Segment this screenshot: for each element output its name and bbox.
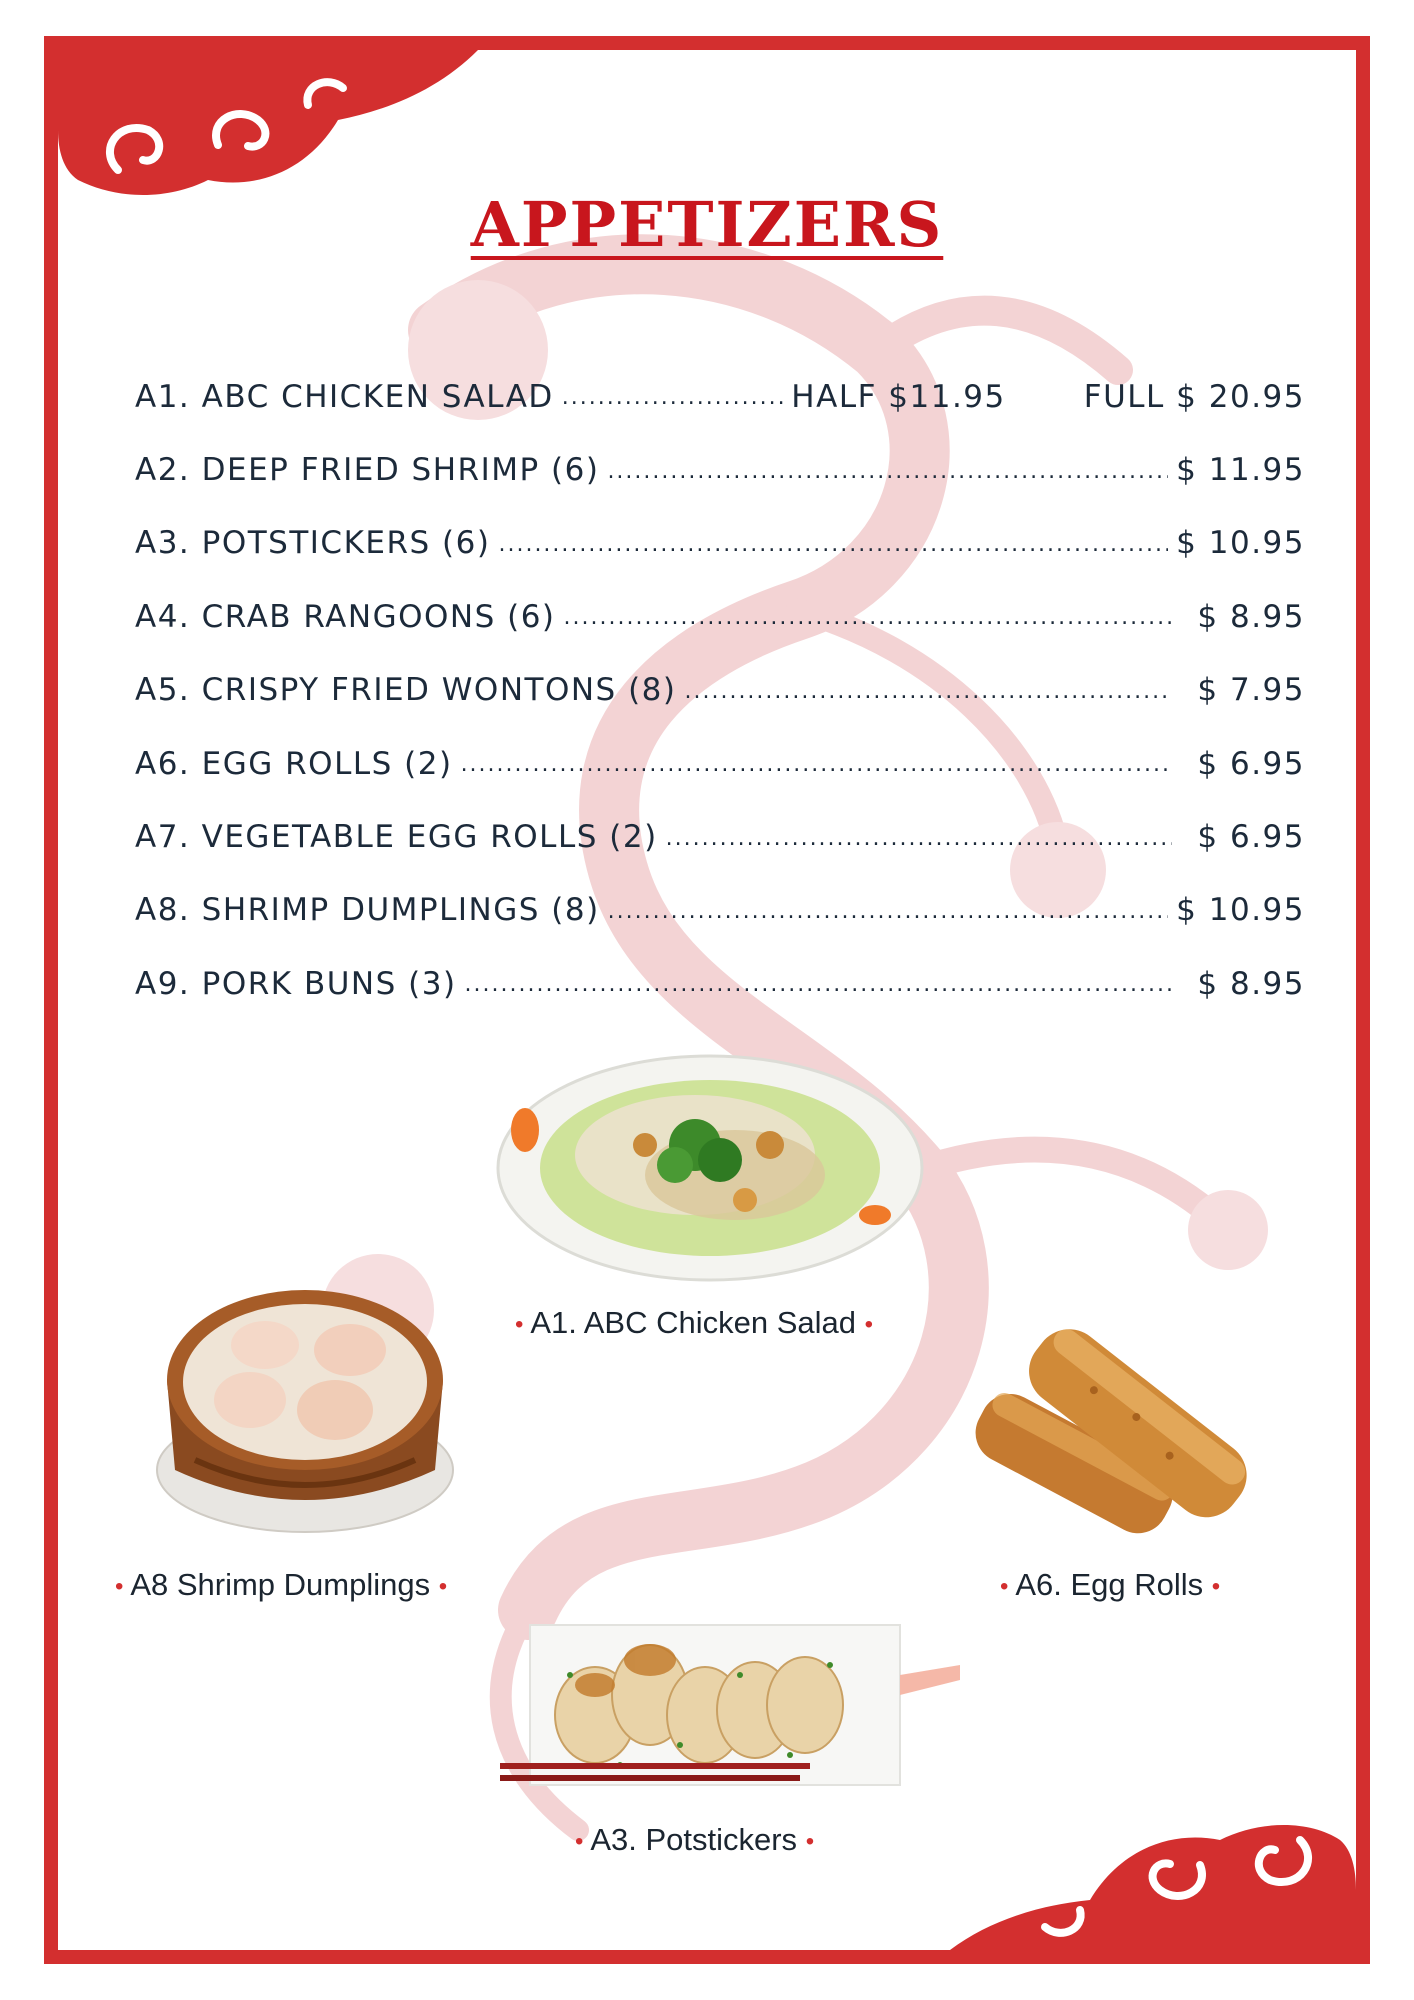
dot-leader bbox=[562, 381, 784, 412]
dot-leader bbox=[666, 822, 1172, 853]
egg-rolls-photo bbox=[965, 1325, 1265, 1555]
menu-item-name: A2. DEEP FRIED SHRIMP (6) bbox=[135, 452, 600, 489]
caption-bullet: • bbox=[575, 1827, 584, 1855]
dot-leader bbox=[564, 601, 1172, 632]
menu-item-price: $ 10.95 bbox=[1176, 525, 1305, 562]
menu-item-half-price: HALF $11.95 bbox=[791, 378, 1006, 415]
potstickers-photo bbox=[500, 1615, 960, 1795]
caption-bullet: • bbox=[438, 1572, 448, 1600]
caption-bullet: • bbox=[864, 1310, 874, 1338]
menu-item-price: FULL $ 20.95 bbox=[1083, 378, 1305, 415]
menu-item-price: $ 8.95 bbox=[1197, 598, 1305, 635]
dot-leader bbox=[461, 748, 1172, 779]
dumplings-caption bbox=[115, 1567, 447, 1603]
menu-item bbox=[135, 874, 1305, 947]
caption-bullet: • bbox=[1000, 1572, 1009, 1600]
dot-leader bbox=[684, 675, 1172, 706]
cloud-ornament-bottom-right bbox=[950, 1800, 1356, 1950]
menu-item bbox=[135, 727, 1305, 800]
menu-item-price: $ 10.95 bbox=[1176, 892, 1305, 929]
caption-bullet: • bbox=[515, 1310, 524, 1338]
dot-leader bbox=[498, 528, 1168, 559]
menu-item-price: $ 7.95 bbox=[1197, 672, 1305, 709]
menu-item-price: $ 8.95 bbox=[1197, 965, 1305, 1002]
caption-text: A1. ABC Chicken Salad bbox=[530, 1305, 856, 1340]
menu-item-name: A5. CRISPY FRIED WONTONS (8) bbox=[135, 672, 677, 709]
caption-bullet: • bbox=[115, 1572, 124, 1600]
caption-text: A6. Egg Rolls bbox=[1015, 1567, 1204, 1602]
cloud-ornament-top-left bbox=[58, 50, 478, 210]
caption-bullet: • bbox=[805, 1827, 815, 1855]
menu-item-name: A9. PORK BUNS (3) bbox=[135, 965, 457, 1002]
menu-item-name: A4. CRAB RANGOONS (6) bbox=[135, 598, 556, 635]
menu-list bbox=[135, 360, 1305, 1021]
menu-item bbox=[135, 507, 1305, 580]
dot-leader bbox=[465, 968, 1172, 999]
menu-item-price: $ 6.95 bbox=[1197, 819, 1305, 856]
menu-item-name: A1. ABC CHICKEN SALAD bbox=[135, 378, 554, 415]
menu-item-name: A3. POTSTICKERS (6) bbox=[135, 525, 491, 562]
egg-rolls-caption bbox=[1000, 1567, 1220, 1603]
menu-item bbox=[135, 654, 1305, 727]
menu-item bbox=[135, 947, 1305, 1020]
dot-leader bbox=[608, 895, 1169, 926]
menu-item bbox=[135, 800, 1305, 873]
caption-text: A8 Shrimp Dumplings bbox=[130, 1567, 431, 1602]
menu-item-price: $ 11.95 bbox=[1176, 452, 1305, 489]
caption-text: A3. Potstickers bbox=[590, 1822, 798, 1857]
caption-bullet: • bbox=[1211, 1572, 1221, 1600]
menu-item bbox=[135, 433, 1305, 506]
abc-chicken-salad-photo bbox=[495, 1050, 925, 1285]
menu-item-name: A8. SHRIMP DUMPLINGS (8) bbox=[135, 892, 600, 929]
shrimp-dumplings-photo bbox=[155, 1270, 455, 1535]
menu-item-name: A7. VEGETABLE EGG ROLLS (2) bbox=[135, 819, 658, 856]
dot-leader bbox=[607, 455, 1168, 486]
potstickers-caption bbox=[575, 1822, 814, 1858]
section-title: APPETIZERS bbox=[470, 188, 944, 261]
menu-item bbox=[135, 580, 1305, 653]
salad-caption bbox=[515, 1305, 873, 1341]
menu-item-price: $ 6.95 bbox=[1197, 745, 1305, 782]
menu-item-name: A6. EGG ROLLS (2) bbox=[135, 745, 453, 782]
menu-item bbox=[135, 360, 1305, 433]
